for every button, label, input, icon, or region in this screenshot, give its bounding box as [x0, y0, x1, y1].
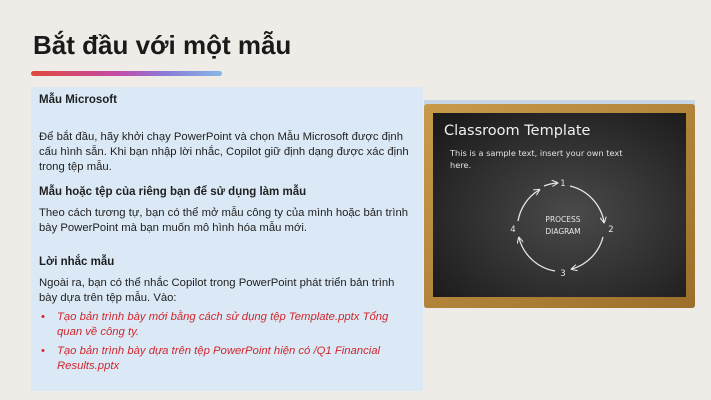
step-label-1: 1 [560, 179, 566, 189]
diagram-label-line1: PROCESS [545, 215, 581, 224]
step-label-3: 3 [560, 269, 566, 279]
prompt-text: Tạo bản trình bày dựa trên tệp PowerPoint hiện có /Q1 Financial Results.pptx [57, 345, 381, 372]
section-body-own-template: Theo cách tương tự, bạn có thể mở mẫu công ty của mình hoặc bản trình bày PowerPoint mà bạn muốn mô hình hóa mẫu mới. [39, 207, 409, 234]
diagram-label-line2: DIAGRAM [545, 227, 581, 236]
section-heading-sample-prompts: Lời nhắc mẫu [39, 256, 115, 268]
bullet-dot-icon: • [41, 345, 45, 357]
bullet-dot-icon: • [41, 311, 45, 323]
content-panel [31, 87, 423, 391]
chalkboard-subtitle-line1: This is a sample text, insert your own text [450, 148, 623, 158]
chalkboard-subtitle-line2: here. [450, 160, 472, 170]
list-item [39, 310, 415, 340]
section-body-sample-prompts: Ngoài ra, bạn có thể nhắc Copilot trong PowerPoint phát triển bản trình bày dựa trên tệp mẫu. Vào: [39, 277, 395, 304]
chalkboard-title: Classroom Template [444, 123, 591, 139]
section-heading-microsoft-template: Mẫu Microsoft [39, 94, 117, 106]
step-label-2: 2 [608, 225, 614, 235]
prompt-list [39, 310, 415, 374]
classroom-template-image [424, 100, 695, 308]
step-label-4: 4 [510, 225, 516, 235]
prompt-text: Tạo bản trình bày mới bằng cách sử dụng tệp Template.pptx Tổng quan về công ty. [57, 311, 389, 338]
list-item [39, 344, 415, 374]
section-heading-own-template: Mẫu hoặc tệp của riêng bạn để sử dụng làm mẫu [39, 186, 307, 198]
section-body-microsoft-template: Để bắt đầu, hãy khởi chạy PowerPoint và chọn Mẫu Microsoft được định cấu hình sẵn. Khi bạn nhập lời nhắc, Copilot giữ định dạng được xác định trong tệp mẫu. [39, 131, 409, 173]
title-accent-bar [31, 71, 222, 76]
slide-title: Bắt đầu với một mẫu [33, 30, 292, 60]
